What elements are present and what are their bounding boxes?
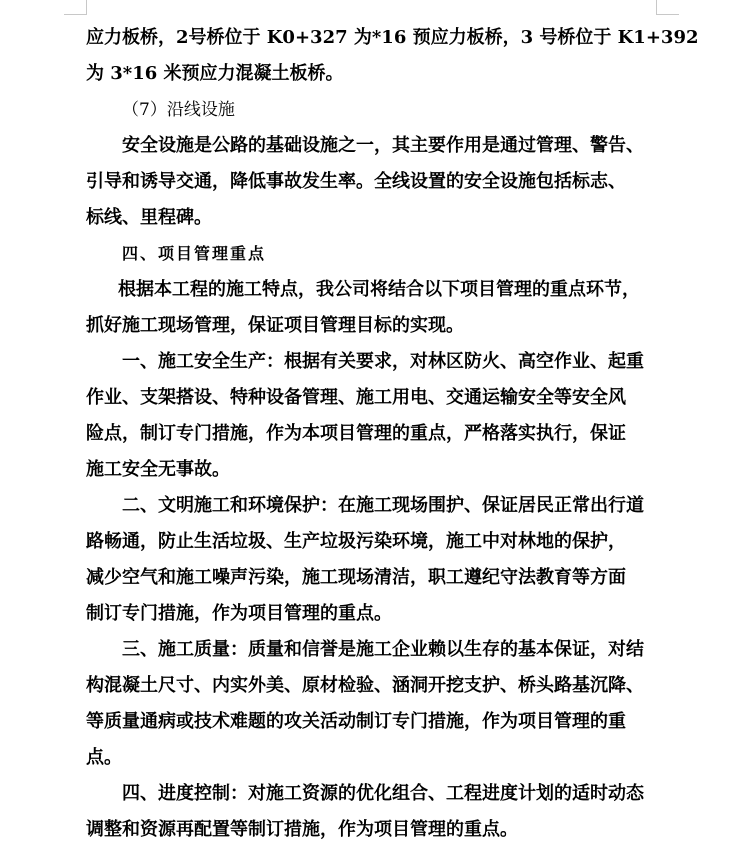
section-heading: （7）沿线设施 — [122, 100, 235, 120]
body-text-line: 调整和资源再配置等制订措施，作为项目管理的重点。 — [86, 819, 518, 840]
body-text-line: 施工安全无事故。 — [86, 459, 230, 480]
page-corner-mark-left — [64, 0, 87, 15]
body-text-line: 险点，制订专门措施，作为本项目管理的重点，严格落实执行，保证 — [86, 423, 626, 444]
paragraph-first-line: 三、施工质量：质量和信誉是施工企业赖以生存的基本保证，对结 — [122, 639, 644, 660]
paragraph-first-line: 安全设施是公路的基础设施之一，其主要作用是通过管理、警告、 — [122, 135, 644, 156]
body-text-line: 制订专门措施，作为项目管理的重点。 — [86, 603, 392, 624]
chapter-heading: 四、项目管理重点 — [122, 244, 267, 263]
body-text-line: 等质量通病或技术难题的攻关活动制订专门措施，作为项目管理的重 — [86, 711, 626, 732]
body-text-line: 路畅通，防止生活垃圾、生产垃圾污染环境，施工中对林地的保护， — [86, 531, 626, 552]
paragraph-first-line: 一、施工安全生产：根据有关要求，对林区防火、高空作业、起重 — [122, 351, 644, 372]
body-text-line: 标线、里程碑。 — [86, 207, 212, 228]
document-page — [86, 20, 699, 848]
paragraph-first-line: 根据本工程的施工特点，我公司将结合以下项目管理的重点环节， — [118, 279, 640, 300]
body-text-line: 作业、支架搭设、特种设备管理、施工用电、交通运输安全等安全风 — [86, 387, 626, 408]
body-text-line: 构混凝土尺寸、内实外美、原材检验、涵洞开挖支护、桥头路基沉降、 — [86, 675, 644, 696]
body-text-line: 应力板桥，2号桥位于 K0+327 为*16 预应力板桥，3 号桥位于 K1+392 — [86, 27, 699, 48]
body-text-line: 抓好施工现场管理，保证项目管理目标的实现。 — [86, 315, 464, 336]
body-text-line: 减少空气和施工噪声污染，施工现场清洁，职工遵纪守法教育等方面 — [86, 567, 626, 588]
body-text-line: 为 3*16 米预应力混凝土板桥。 — [86, 63, 344, 84]
page-corner-mark-right — [656, 0, 679, 15]
paragraph-first-line: 四、进度控制：对施工资源的优化组合、工程进度计划的适时动态 — [122, 783, 644, 804]
body-text-line: 点。 — [86, 747, 122, 768]
body-text-line: 引导和诱导交通，降低事故发生率。全线设置的安全设施包括标志、 — [86, 171, 626, 192]
paragraph-first-line: 二、文明施工和环境保护：在施工现场围护、保证居民正常出行道 — [122, 495, 644, 516]
